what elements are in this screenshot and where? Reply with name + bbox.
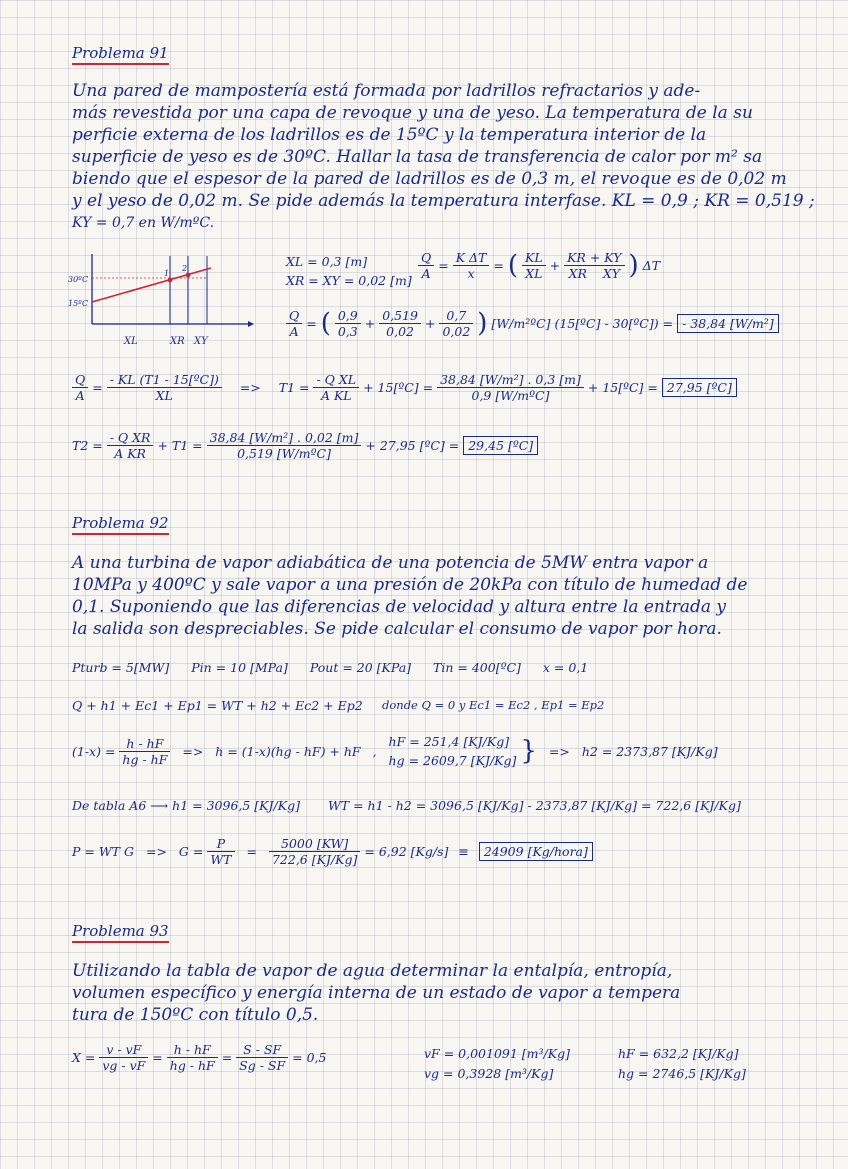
y-label-30: 30ºC	[68, 275, 89, 284]
statement-line: más revestida por una capa de revoque y una de yeso. La temperatura de la su	[72, 103, 753, 123]
problem-93-statement	[72, 960, 680, 1026]
statement-line: tura de 150ºC con título 0,5.	[72, 1005, 319, 1025]
quality-equation: (1-x) = $\frac{h - hF}{hg - hF}$ => h = (1-x)(hg - hF) + hF , hF = 251,4 [KJ/Kg] hg = 2609,7 [KJ/Kg] } => h2 = 2373,87 [KJ/Kg]	[72, 734, 718, 768]
point-label-2: 2	[182, 264, 188, 273]
statement-line: volumen específico y energía interna de un estado de vapor a tempera	[72, 983, 681, 1003]
heat-flux-result: - 38,84 [W/m²]	[677, 314, 779, 333]
statement-line: perficie externa de los ladrillos es de 15ºC y la temperatura interior de la	[72, 125, 707, 145]
energy-balance: Q + h1 + Ec1 + Ep1 = WT + h2 + Ec2 + Ep2	[72, 698, 363, 713]
enthalpy-values: hF = 632,2 [KJ/Kg] hg = 2746,5 [KJ/Kg]	[618, 1046, 746, 1081]
statement-line: superficie de yeso es de 30ºC. Hallar la tasa de transferencia de calor por m² sa	[72, 147, 763, 167]
statement-line: Una pared de mampostería está formada por ladrillos refractarios y ade-	[72, 81, 701, 101]
problem-92-statement	[72, 552, 747, 640]
energy-balance-note: donde Q = 0 y Ec1 = Ec2 , Ep1 = Ep2	[382, 698, 605, 712]
turbine-data: Pturb = 5[MW] Pin = 10 [MPa] Pout = 20 [KPa] Tin = 400[ºC] x = 0,1	[72, 660, 589, 675]
t2-result: 29,45 [ºC]	[463, 436, 538, 455]
statement-line: Utilizando la tabla de vapor de agua determinar la entalpía, entropía,	[72, 961, 673, 981]
x-label-xl: XL	[124, 336, 138, 347]
statement-line: la salida son despreciables. Se pide calcular el consumo de vapor por hora.	[72, 619, 722, 639]
given-xr-xy: XR = XY = 0,02 [m]	[286, 273, 412, 288]
temperature-line	[92, 268, 211, 302]
rate-value: $\frac{Q}{A}$ = ( $\frac{0,9}{0,3}$ + $\frac{0,519}{0,02}$ + $\frac{0,7}{0,02}$ ) [W/m²ºC] (15[ºC] - 30[ºC]) = - 38,84 [W/m²]	[286, 308, 779, 339]
consumption-result: 24909 [Kg/hora]	[479, 842, 593, 861]
quality-relations: X = $\frac{v - vF}{vg - vF}$ = $\frac{h - hF}{hg - hF}$ = $\frac{S - SF}{Sg - SF}$ = 0,5	[72, 1042, 327, 1073]
temperature-profile-graph	[66, 250, 256, 350]
x-label-xy: XY	[194, 336, 208, 347]
statement-line: 0,1. Suponiendo que las diferencias de velocidad y altura entre la entrada y	[72, 597, 727, 617]
t1-equation: $\frac{Q}{A}$ = $\frac{\text{- KL (T1 - 15[ºC])}}{XL}$ => T1 = $\frac{\text{- Q XL}}{\text{A KL}}$ + 15[ºC] = $\frac{\text{38,84 [W/m²] . 0,3 [m]}}{\text{0,9 [W/mºC]}}$ + 15[ºC] = 27,95 [ºC]	[72, 372, 737, 403]
problem-91-statement	[72, 80, 815, 234]
rate-formula: $\frac{Q}{A}$ = $\frac{\text{K ΔT}}{x}$ = ( $\frac{KL}{XL}$ + $\frac{KR + KY}{\text{XR XY}}$ ) ΔT	[418, 250, 660, 281]
statement-line: KY = 0,7 en W/mºC.	[72, 215, 215, 231]
statement-line: 10MPa y 400ºC y sale vapor a una presión de 20kPa con título de humedad de	[72, 575, 748, 595]
problem-91-title: Problema 91	[72, 44, 169, 65]
t2-equation: T2 = $\frac{\text{- Q XR}}{\text{A KR}}$ + T1 = $\frac{\text{38,84 [W/m²] . 0,02 [m]}}{\text{0,519 [W/mºC]}}$ + 27,95 [ºC] = 29,45 [ºC]	[72, 430, 538, 461]
given-xl: XL = 0,3 [m]	[286, 254, 368, 269]
interface-point-2	[186, 273, 191, 278]
interface-point-1	[168, 278, 173, 283]
statement-line: A una turbina de vapor adiabática de una potencia de 5MW entra vapor a	[72, 553, 709, 573]
statement-line: biendo que el espesor de la pared de ladrillos es de 0,3 m, el revoque es de 0,02 m	[72, 169, 787, 189]
problem-93-title: Problema 93	[72, 922, 169, 943]
table-a6-line: De tabla A6 ⟶ h1 = 3096,5 [KJ/Kg] WT = h1 - h2 = 3096,5 [KJ/Kg] - 2373,87 [KJ/Kg] = 722,6 [KJ/Kg]	[72, 798, 741, 813]
x-label-xr: XR	[170, 336, 185, 347]
problem-92-title: Problema 92	[72, 514, 169, 535]
graph-x-arrow	[248, 321, 254, 327]
t1-result: 27,95 [ºC]	[662, 378, 737, 397]
given-thicknesses	[286, 252, 412, 290]
specific-volume-values: vF = 0,001091 [m³/Kg] vg = 0,3928 [m³/Kg]	[424, 1046, 570, 1081]
statement-line: y el yeso de 0,02 m. Se pide además la temperatura interfase. KL = 0,9 ; KR = 0,519 ;	[72, 191, 815, 211]
point-label-1: 1	[164, 269, 170, 278]
y-label-15: 15ºC	[68, 299, 89, 308]
steam-consumption: P = WT G => G = $\frac{P}{WT}$ = $\frac{5000 [KW]}{722,6 [KJ/Kg]}$ = 6,92 [Kg/s] ≡ 24909 [Kg/hora]	[72, 836, 593, 867]
